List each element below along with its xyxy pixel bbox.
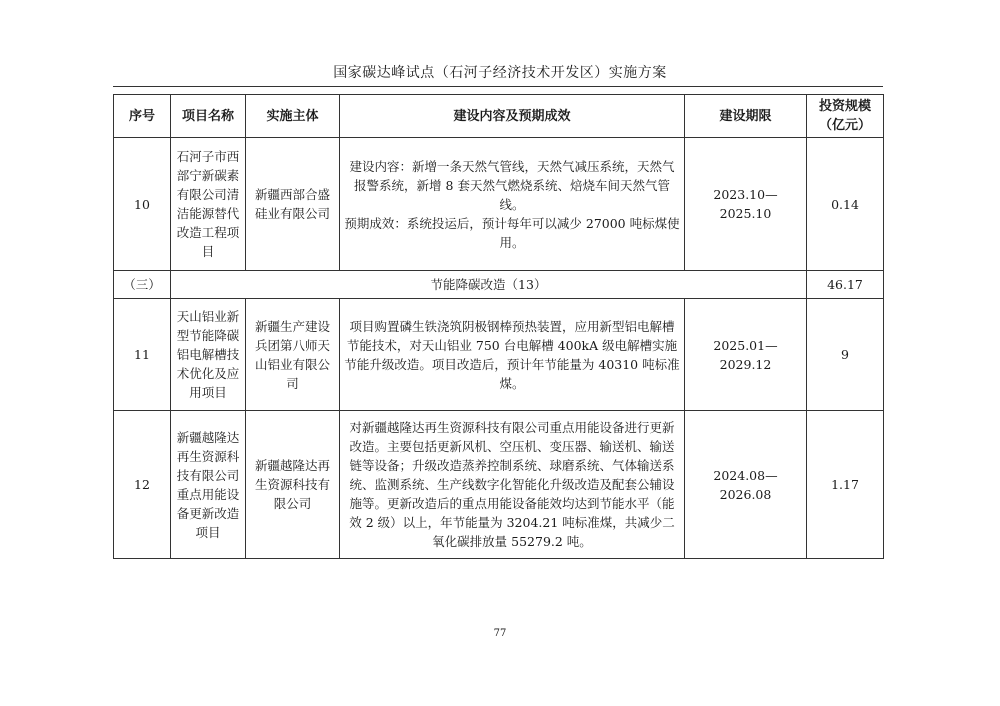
- construction-period: 2025.01—2029.12: [685, 299, 807, 411]
- project-name: 石河子市西部宁新碳素有限公司清洁能源替代改造工程项目: [171, 138, 246, 271]
- section-title: 节能降碳改造（13）: [171, 271, 807, 299]
- section-row: [114, 271, 884, 299]
- investment-amount: 0.14: [807, 138, 884, 271]
- construction-period: 2023.10—2025.10: [685, 138, 807, 271]
- table-header-row: [114, 95, 884, 138]
- col-header-no: 序号: [114, 95, 171, 138]
- table-row: [114, 299, 884, 411]
- investment-amount: 1.17: [807, 411, 884, 559]
- col-header-name: 项目名称: [171, 95, 246, 138]
- implementing-entity: 新疆生产建设兵团第八师天山铝业有限公司: [246, 299, 340, 411]
- investment-amount: 9: [807, 299, 884, 411]
- implementing-entity: 新疆越隆达再生资源科技有限公司: [246, 411, 340, 559]
- table-row: [114, 138, 884, 271]
- col-header-invest: 投资规模（亿元）: [807, 95, 884, 138]
- project-content: 项目购置磷生铁浇筑阴极钢棒预热装置，应用新型铝电解槽节能技术，对天山铝业 750 台电解槽 400kA 级电解槽实施节能升级改造。项目改造后，预计年节能量为 40310 吨标准煤。: [340, 299, 685, 411]
- row-number: 10: [114, 138, 171, 271]
- row-number: 11: [114, 299, 171, 411]
- header-rule: [113, 86, 883, 87]
- content-expected-result: 预期成效：系统投运后，预计每年可以减少 27000 吨标煤使用。: [344, 215, 680, 250]
- project-table: [113, 94, 884, 559]
- project-name: 新疆越隆达再生资源科技有限公司重点用能设备更新改造项目: [171, 411, 246, 559]
- col-header-content: 建设内容及预期成效: [340, 95, 685, 138]
- table-row: [114, 411, 884, 559]
- page-number: 77: [493, 628, 507, 639]
- col-header-period: 建设期限: [685, 95, 807, 138]
- construction-period: 2024.08—2026.08: [685, 411, 807, 559]
- col-header-entity: 实施主体: [246, 95, 340, 138]
- content-construction: 建设内容：新增一条天然气管线，天然气减压系统，天然气报警系统，新增 8 套天然气燃烧系统、焙烧车间天然气管线。: [349, 158, 675, 212]
- implementing-entity: 新疆西部合盛硅业有限公司: [246, 138, 340, 271]
- project-name: 天山铝业新型节能降碳铝电解槽技术优化及应用项目: [171, 299, 246, 411]
- project-content: [340, 138, 685, 271]
- page-header-title: 国家碳达峰试点（石河子经济技术开发区）实施方案: [333, 65, 667, 81]
- project-content: 对新疆越隆达再生资源科技有限公司重点用能设备进行更新改造。主要包括更新风机、空压机、变压器、输送机、输送链等设备；升级改造蒸养控制系统、球磨系统、气体输送系统、监测系统、生产线数字化智能化升级改造及配套公辅设施等。更新改造后的重点用能设备能效均达到节能水平（能效 2 级）以上，年节能量为 3204.21 吨标准煤，共减少二氧化碳排放量 55279.2 吨。: [340, 411, 685, 559]
- row-number: 12: [114, 411, 171, 559]
- section-investment: 46.17: [807, 271, 884, 299]
- section-label: （三）: [114, 271, 171, 299]
